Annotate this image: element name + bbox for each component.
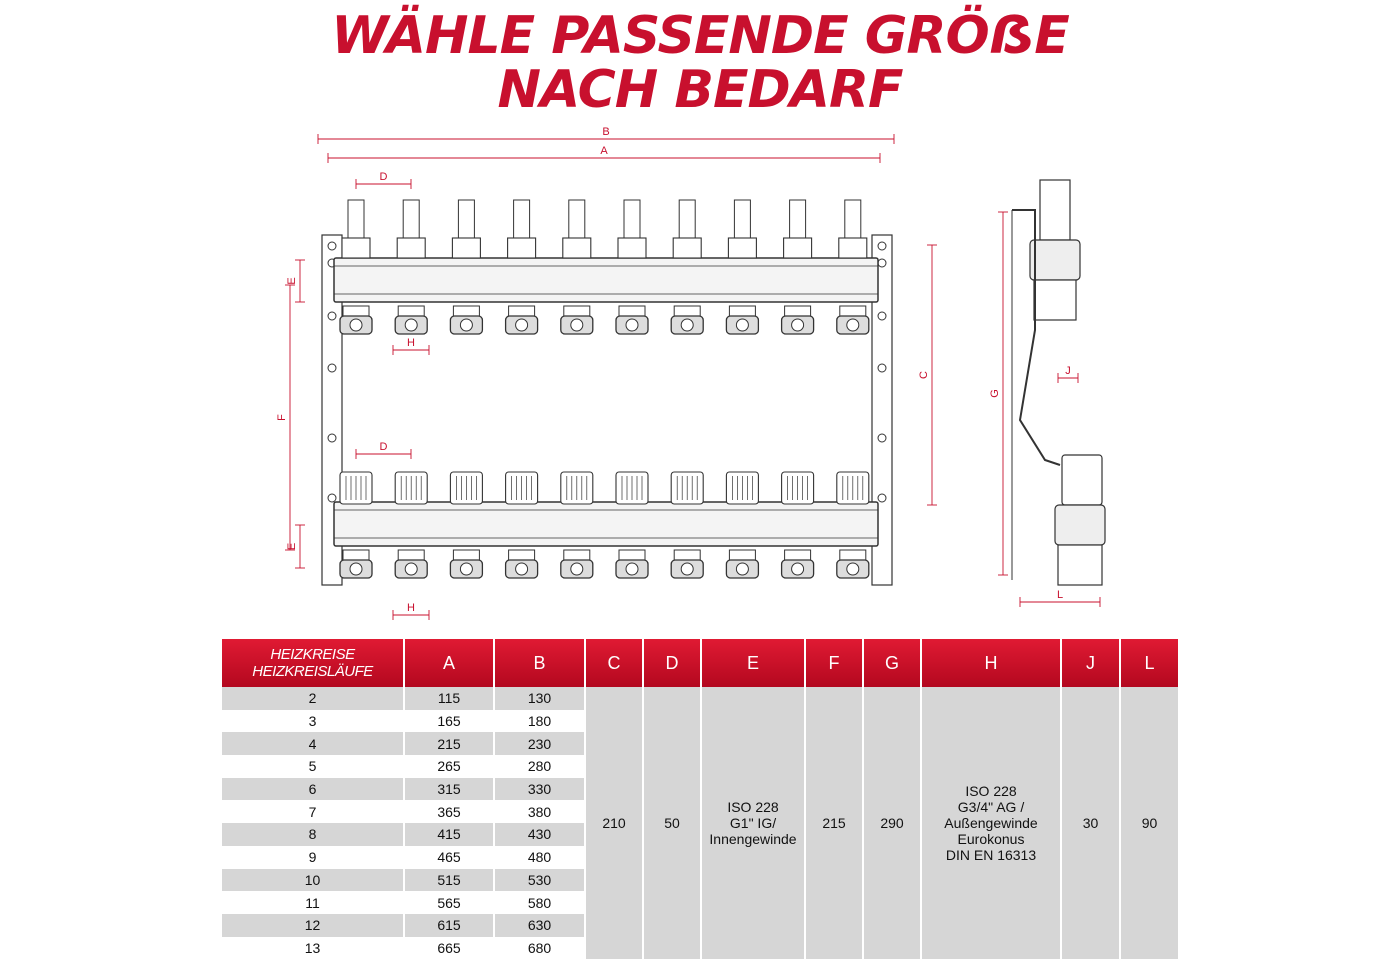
- side-valve-upper: [1040, 180, 1070, 240]
- cell-circuits: 12: [222, 914, 404, 937]
- valve-body: [342, 238, 370, 258]
- cell-f: 215: [805, 687, 863, 959]
- connector-nut: [785, 306, 811, 316]
- connector-nut: [453, 550, 479, 560]
- valve-body: [784, 238, 812, 258]
- connector-nut: [729, 550, 755, 560]
- cell-b: 330: [494, 778, 585, 801]
- cell-e-line-1: ISO 228: [727, 799, 779, 816]
- cell-h-line-2: G3/4" AG /: [957, 799, 1025, 816]
- cell-h-line-3: Außengewinde: [944, 815, 1038, 832]
- cell-e-line-2: G1" IG/: [729, 815, 777, 832]
- spec-table-body: [222, 687, 1179, 959]
- cell-a: 615: [404, 914, 494, 937]
- dim-h-top: H: [407, 337, 415, 349]
- cell-a: 215: [404, 732, 494, 755]
- side-fitting-lower: [1058, 545, 1102, 585]
- cell-a: 265: [404, 755, 494, 778]
- side-bar-upper: [1030, 240, 1080, 280]
- cell-b: 680: [494, 937, 585, 960]
- dim-h-bottom: H: [407, 602, 415, 614]
- dim-b: B: [602, 126, 610, 138]
- cell-h: [921, 687, 1061, 959]
- spec-table-header: [222, 639, 1179, 687]
- connector-bore: [350, 319, 362, 331]
- connector-nut: [674, 306, 700, 316]
- connector-nut: [840, 550, 866, 560]
- connector-bore: [571, 563, 583, 575]
- dim-g: G: [989, 389, 1001, 398]
- header-col-l: L: [1120, 639, 1179, 687]
- dim-e-bottom: E: [286, 542, 298, 551]
- cell-h-line-5: DIN EN 16313: [945, 847, 1037, 864]
- connector-bore: [405, 319, 417, 331]
- valve-body: [452, 238, 480, 258]
- connector-bore: [736, 319, 748, 331]
- connector-bore: [350, 563, 362, 575]
- manifold-technical-drawing: [0, 120, 1400, 635]
- dim-l: L: [1056, 589, 1064, 601]
- header-col-b: B: [494, 639, 585, 687]
- header-col-a: A: [404, 639, 494, 687]
- valve-body: [618, 238, 646, 258]
- headline-line-2: NACH BEDARF: [497, 60, 903, 120]
- connector-bore: [460, 319, 472, 331]
- connector-nut: [398, 306, 424, 316]
- dim-e-top: E: [286, 277, 298, 285]
- manifold-side-view: [1012, 180, 1105, 585]
- side-fitting-upper: [1034, 280, 1076, 320]
- header-circuits: [222, 639, 404, 687]
- connector-nut: [729, 306, 755, 316]
- cell-a: 565: [404, 891, 494, 914]
- connector-nut: [840, 306, 866, 316]
- header-col-e: E: [701, 639, 805, 687]
- connector-nut: [509, 550, 535, 560]
- cell-l: 90: [1120, 687, 1179, 959]
- cell-circuits: 5: [222, 755, 404, 778]
- cell-b: 230: [494, 732, 585, 755]
- connector-bore: [626, 319, 638, 331]
- valve-stem: [569, 200, 585, 240]
- header-col-d: D: [643, 639, 701, 687]
- cell-b: 430: [494, 823, 585, 846]
- cell-circuits: 13: [222, 937, 404, 960]
- connector-bore: [460, 563, 472, 575]
- cell-a: 665: [404, 937, 494, 960]
- dim-f: F: [276, 414, 288, 421]
- cell-b: 630: [494, 914, 585, 937]
- connector-bore: [847, 319, 859, 331]
- cell-circuits: 3: [222, 710, 404, 733]
- cell-g: 290: [863, 687, 921, 959]
- cell-b: 480: [494, 846, 585, 869]
- header-col-c: C: [585, 639, 643, 687]
- valve-stem: [348, 200, 364, 240]
- dim-a: A: [600, 145, 608, 157]
- cell-a: 165: [404, 710, 494, 733]
- valve-stem: [624, 200, 640, 240]
- connector-nut: [674, 550, 700, 560]
- cell-h-line-4: Eurokonus: [957, 831, 1025, 848]
- cell-a: 315: [404, 778, 494, 801]
- connector-bore: [681, 319, 693, 331]
- header-circuits-line-2: HEIZKREISLÄUFE: [252, 663, 373, 680]
- cell-b: 130: [494, 687, 585, 710]
- header-col-j: J: [1061, 639, 1120, 687]
- cell-b: 180: [494, 710, 585, 733]
- manifold-bar: [334, 258, 878, 302]
- connector-bore: [736, 563, 748, 575]
- dim-j: J: [1065, 365, 1071, 377]
- connector-bore: [792, 319, 804, 331]
- spec-table: [222, 639, 1180, 959]
- connector-nut: [509, 306, 535, 316]
- connector-nut: [619, 306, 645, 316]
- cell-b: 380: [494, 800, 585, 823]
- connector-nut: [343, 306, 369, 316]
- valve-body: [728, 238, 756, 258]
- connector-nut: [564, 306, 590, 316]
- cell-circuits: 4: [222, 732, 404, 755]
- valve-stem: [458, 200, 474, 240]
- manifold-bar: [334, 502, 878, 546]
- cell-circuits: 10: [222, 869, 404, 892]
- connector-nut: [398, 550, 424, 560]
- valve-stem: [514, 200, 530, 240]
- connector-nut: [564, 550, 590, 560]
- cell-a: 115: [404, 687, 494, 710]
- header-col-g: G: [863, 639, 921, 687]
- connector-bore: [571, 319, 583, 331]
- cell-c: 210: [585, 687, 643, 959]
- connector-bore: [847, 563, 859, 575]
- cell-d: 50: [643, 687, 701, 959]
- dim-d-top: D: [379, 171, 388, 183]
- connector-bore: [516, 563, 528, 575]
- valve-body: [673, 238, 701, 258]
- valve-body: [839, 238, 867, 258]
- table-row: [222, 687, 1179, 710]
- cell-circuits: 2: [222, 687, 404, 710]
- cell-b: 580: [494, 891, 585, 914]
- connector-nut: [619, 550, 645, 560]
- cell-circuits: 8: [222, 823, 404, 846]
- cell-a: 365: [404, 800, 494, 823]
- cell-e: [701, 687, 805, 959]
- valve-stem: [734, 200, 750, 240]
- cell-e-line-3: Innengewinde: [709, 831, 797, 848]
- header-circuits-line-1: HEIZKREISE: [270, 646, 355, 663]
- cell-b: 530: [494, 869, 585, 892]
- cell-a: 515: [404, 869, 494, 892]
- side-bar-lower: [1055, 505, 1105, 545]
- valve-body: [508, 238, 536, 258]
- side-flowmeter: [1062, 455, 1102, 505]
- cell-j: 30: [1061, 687, 1120, 959]
- connector-nut: [343, 550, 369, 560]
- connector-nut: [453, 306, 479, 316]
- cell-a: 465: [404, 846, 494, 869]
- dim-c: C: [918, 371, 930, 379]
- connector-bore: [792, 563, 804, 575]
- connector-bore: [681, 563, 693, 575]
- cell-a: 415: [404, 823, 494, 846]
- dim-d-bottom: D: [379, 441, 388, 453]
- cell-circuits: 9: [222, 846, 404, 869]
- connector-bore: [405, 563, 417, 575]
- headline-line-1: WÄHLE PASSENDE GRÖẞE: [331, 6, 1069, 66]
- header-col-f: F: [805, 639, 863, 687]
- valve-stem: [679, 200, 695, 240]
- valve-body: [397, 238, 425, 258]
- connector-nut: [785, 550, 811, 560]
- manifold-front-view: [322, 200, 892, 585]
- cell-circuits: 6: [222, 778, 404, 801]
- cell-h-line-1: ISO 228: [965, 783, 1017, 800]
- valve-stem: [845, 200, 861, 240]
- cell-b: 280: [494, 755, 585, 778]
- header-col-h: H: [921, 639, 1061, 687]
- valve-body: [563, 238, 591, 258]
- cell-circuits: 7: [222, 800, 404, 823]
- connector-bore: [626, 563, 638, 575]
- connector-bore: [516, 319, 528, 331]
- valve-stem: [403, 200, 419, 240]
- cell-circuits: 11: [222, 891, 404, 914]
- valve-stem: [790, 200, 806, 240]
